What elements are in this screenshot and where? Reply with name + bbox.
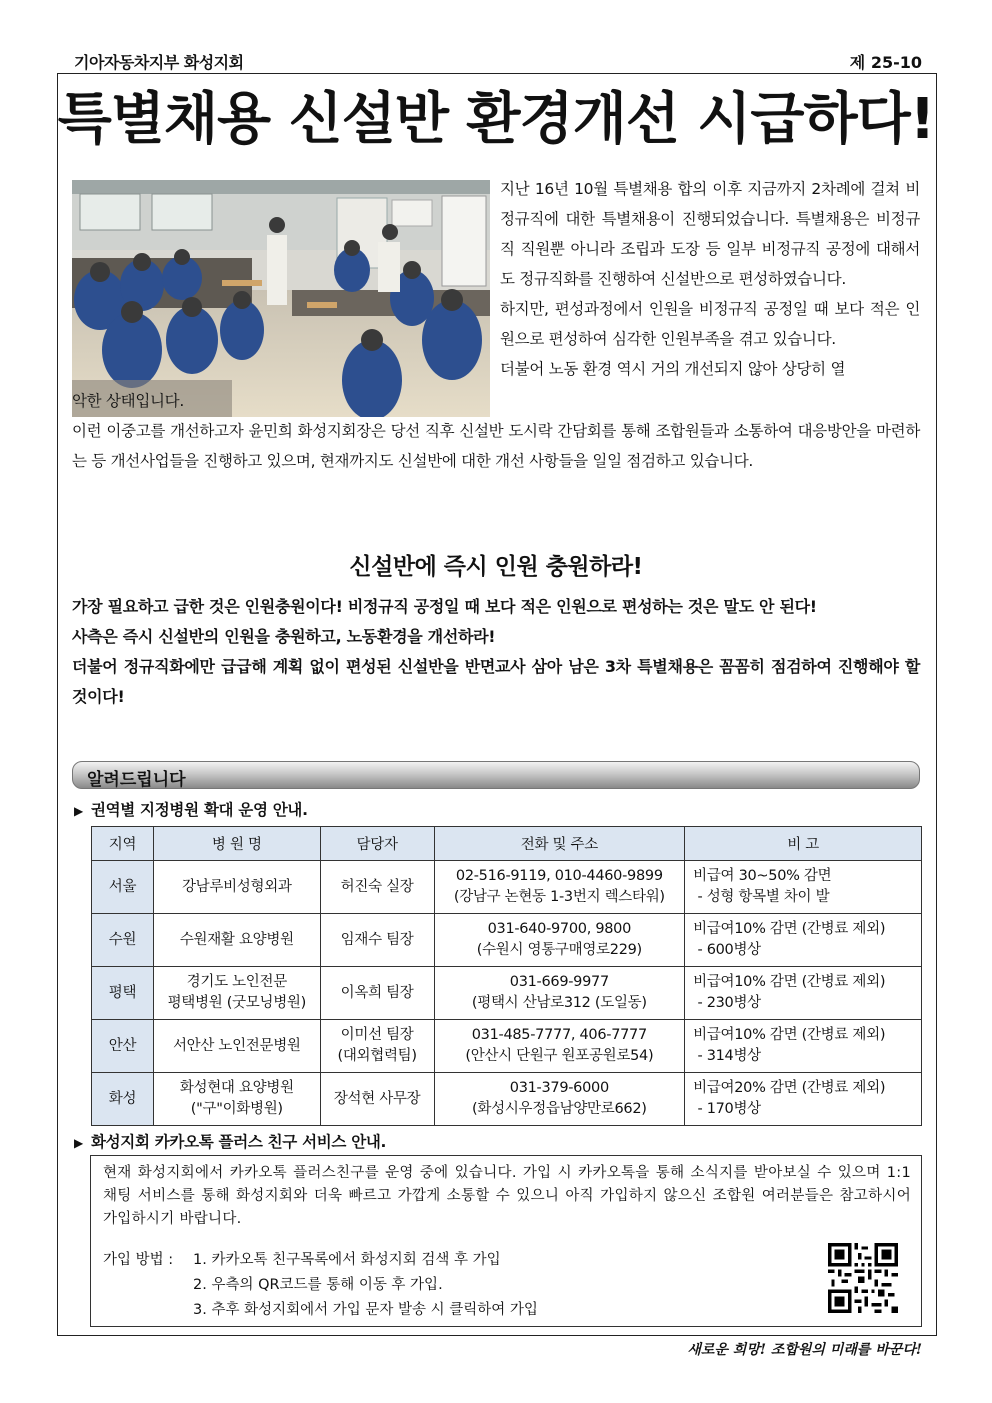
- region-cell: 수원: [92, 914, 154, 967]
- address: (강남구 논현동 1-3번지 렉스타워): [453, 889, 665, 905]
- address: (화성시우정읍남양만로662): [472, 1101, 647, 1117]
- region-cell: 서울: [92, 861, 154, 914]
- contact-name: 허진숙 실장: [340, 878, 414, 895]
- demand-2: 사측은 즉시 신설반의 인원을 충원하고, 노동환경을 개선하라!: [72, 627, 496, 646]
- hospital-name: 수원재활 요양병원: [179, 931, 294, 948]
- hospital-name-line2: 평택병원 (굿모닝병원): [167, 995, 306, 1011]
- demand-1: 가장 필요하고 급한 것은 인원충원이다! 비정규직 공정일 때 보다 적은 인원으로 편성하는 것은 말도 안 된다!: [72, 597, 817, 616]
- organization-name: 기아자동차지부 화성지회: [74, 53, 244, 72]
- contact-cell: [320, 861, 434, 914]
- table-row: [92, 1073, 922, 1126]
- meeting-photo: [72, 180, 490, 417]
- hospital-table: [91, 826, 922, 1126]
- section-title: 신설반에 즉시 인원 충원하라!: [349, 554, 643, 580]
- note-line: 비급여10% 감면 (간병료 제외): [693, 974, 886, 990]
- address: (안산시 단원구 원포공원로54): [465, 1048, 654, 1064]
- phone: 02-516-9119, 010-4460-9899: [455, 868, 663, 884]
- article-paragraph-3-start: 더불어 노동 환경 역시 거의 개선되지 않아 상당히 열: [500, 360, 846, 378]
- article-intro: [500, 174, 920, 384]
- note-cell: [685, 861, 922, 914]
- contact-name: 이미선 팀장: [340, 1027, 414, 1043]
- region-cell: 화성: [92, 1073, 154, 1126]
- article-paragraph-1: 지난 16년 10월 특별채용 합의 이후 지금까지 2차례에 걸쳐 비정규직에 대한 특별채용이 진행되었습니다. 특별채용은 비정규직 직원뿐 아니라 조립과 도장 등 일부 비정규직 공정에 대해서도 정규직화를 진행하여 신설반으로 편성하였습니다.: [500, 180, 920, 288]
- article-paragraph-2: 하지만, 편성과정에서 인원을 비정규직 공정일 때 보다 적은 인원으로 편성하여 심각한 인원부족을 겪고 있습니다.: [500, 300, 920, 348]
- hospital-name: 경기도 노인전문: [186, 974, 287, 990]
- phone-address-cell: [434, 1073, 685, 1126]
- note-line: - 170병상: [693, 1101, 761, 1117]
- table-row: [92, 1020, 922, 1073]
- note-line: 비급여 30~50% 감면: [693, 868, 832, 884]
- right-triangle-icon: ▶: [74, 804, 83, 818]
- note-line: 비급여10% 감면 (간병료 제외): [693, 921, 886, 937]
- col-region: 지역: [92, 827, 154, 861]
- region-cell: 평택: [92, 967, 154, 1020]
- hospital-cell: [153, 1073, 320, 1126]
- hospital-name: 화성현대 요양병원: [179, 1080, 294, 1096]
- phone-address-cell: [434, 861, 685, 914]
- hospital-cell: [153, 861, 320, 914]
- note-line: - 314병상: [693, 1048, 761, 1064]
- table-row: [92, 861, 922, 914]
- kakao-description: 현재 화성지회에서 카카오톡 플러스친구를 운영 중에 있습니다. 가입 시 카카오톡을 통해 소식지를 받아보실 수 있으며 1:1 채팅 서비스를 통해 화성지회와 더욱 빠르고 가깝게 소통할 수 있으니 아직 가입하지 않으신 조합원 여러분들은 참고하시어 가입하시기 바랍니다.: [103, 1165, 911, 1227]
- demands: [72, 592, 920, 712]
- note-cell: [685, 914, 922, 967]
- hospital-name: 강남루비성형외과: [181, 878, 292, 895]
- article-paragraph-3-end: 악한 상태입니다.: [72, 392, 184, 410]
- hospital-cell: [153, 967, 320, 1020]
- notice-title: 알려드립니다: [87, 770, 186, 790]
- kakao-heading: [74, 1130, 386, 1152]
- article-paragraph-4: 이런 이중고를 개선하고자 윤민희 화성지회장은 당선 직후 신설반 도시락 간담회를 통해 조합원들과 소통하여 대응방안을 마련하는 등 개선사업들을 진행하고 있으며, 현재까지도 신설반에 대한 개선 사항들을 일일 점검하고 있습니다.: [72, 422, 920, 470]
- hospital-name: 서안산 노인전문병원: [172, 1037, 301, 1054]
- note-cell: [685, 1073, 922, 1126]
- right-triangle-icon: ▶: [74, 1136, 83, 1150]
- col-hospital: 병 원 명: [153, 827, 320, 861]
- phone-address-cell: [434, 914, 685, 967]
- note-line: - 230병상: [693, 995, 761, 1011]
- note-line: 비급여20% 감면 (간병료 제외): [693, 1080, 886, 1096]
- note-line: 비급여10% 감면 (간병료 제외): [693, 1027, 886, 1043]
- join-method-label: 가입 방법 :: [103, 1252, 174, 1268]
- phone-address-cell: [434, 967, 685, 1020]
- hospital-heading-text: 권역별 지정병원 확대 운영 안내.: [90, 801, 308, 819]
- note-line: - 600병상: [693, 942, 761, 958]
- table-header-row: [92, 827, 922, 861]
- qr-code-icon[interactable]: [828, 1243, 898, 1313]
- col-note: 비 고: [685, 827, 922, 861]
- contact-dept: (대외협력팀): [337, 1048, 417, 1064]
- table-row: [92, 914, 922, 967]
- hospital-cell: [153, 914, 320, 967]
- contact-name: 임재수 팀장: [340, 931, 414, 948]
- contact-name: 장석현 사무장: [333, 1090, 421, 1107]
- hospital-heading: [74, 798, 308, 820]
- phone: 031-485-7777, 406-7777: [471, 1027, 647, 1043]
- phone: 031-379-6000: [509, 1080, 609, 1096]
- kakao-heading-text: 화성지회 카카오톡 플러스 친구 서비스 안내.: [90, 1133, 387, 1151]
- article-body: [72, 386, 920, 476]
- notice-banner: [72, 761, 920, 789]
- region-cell: 안산: [92, 1020, 154, 1073]
- col-contact: 담당자: [320, 827, 434, 861]
- join-steps: [193, 1248, 538, 1323]
- headline: 특별채용 신설반 환경개선 시급하다!: [57, 87, 935, 152]
- contact-cell: [320, 1073, 434, 1126]
- phone: 031-669-9977: [509, 974, 609, 990]
- address: (수원시 영통구매영로229): [476, 942, 642, 958]
- contact-cell: [320, 1020, 434, 1073]
- table-row: [92, 967, 922, 1020]
- contact-cell: [320, 967, 434, 1020]
- join-step-2: 2. 우측의 QR코드를 통해 이동 후 가입.: [193, 1277, 443, 1293]
- note-cell: [685, 967, 922, 1020]
- contact-cell: [320, 914, 434, 967]
- phone: 031-640-9700, 9800: [487, 921, 632, 937]
- col-phone-address: 전화 및 주소: [434, 827, 685, 861]
- note-cell: [685, 1020, 922, 1073]
- hospital-name-line2: ("구"이화병원): [190, 1101, 283, 1117]
- kakao-info-box: [90, 1155, 922, 1327]
- newsletter-header: [60, 50, 922, 72]
- address: (평택시 산남로312 (도일동): [471, 995, 647, 1011]
- contact-name: 이옥희 팀장: [340, 984, 414, 1001]
- hospital-cell: [153, 1020, 320, 1073]
- demand-3: 더불어 정규직화에만 급급해 계획 없이 편성된 신설반을 반면교사 삼아 남은 3차 특별채용은 꼼꼼히 점검하여 진행해야 할 것이다!: [72, 657, 920, 706]
- join-step-1: 1. 카카오톡 친구목록에서 화성지회 검색 후 가입: [193, 1252, 501, 1268]
- issue-number: 제 25-10: [849, 53, 922, 72]
- join-step-3: 3. 추후 화성지회에서 가입 문자 발송 시 클릭하여 가입: [193, 1302, 538, 1318]
- phone-address-cell: [434, 1020, 685, 1073]
- slogan: 새로운 희망! 조합원의 미래를 바꾼다!: [687, 1342, 922, 1358]
- note-line: - 성형 항목별 차이 발: [693, 889, 830, 905]
